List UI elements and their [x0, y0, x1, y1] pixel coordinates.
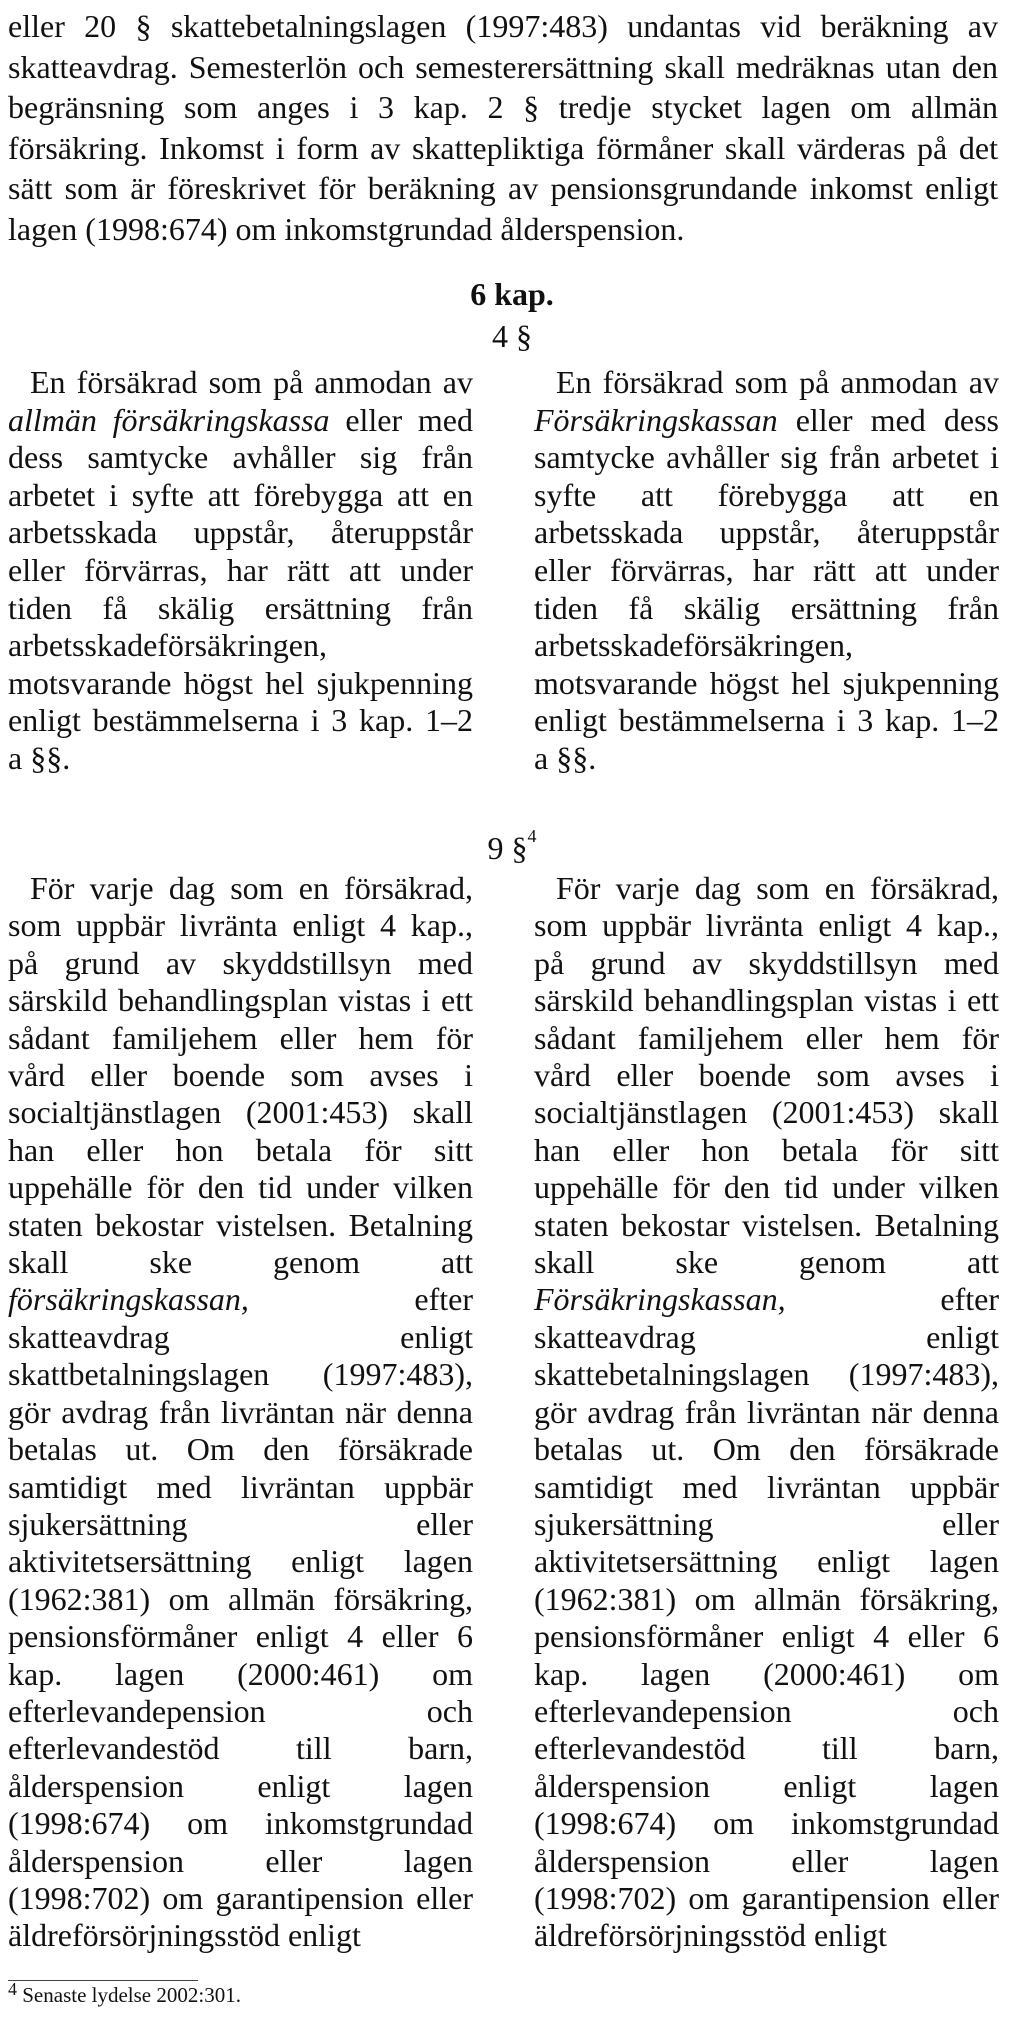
- section-9-current-text: [8, 870, 473, 1955]
- footnote-divider: [8, 1980, 198, 1981]
- section-4-current-paragraph: En försäkrad som på anmodan av allmän försäkringskassa eller med dess samtycke avhåller sig från arbetet i syfte att förebygga att en arbetsskada uppstår, återuppstår eller förvärras, har rätt att under tiden få skälig ersättning från arbetsskadeförsäkringen, motsvarande högst hel sjukpenning enligt bestämmelserna i 3 kap. 1–2 a §§.: [8, 364, 474, 776]
- section-4-proposed-text: [534, 364, 999, 778]
- footnote: [8, 1979, 241, 2008]
- section-9-proposed-italic: Försäkringskassan,: [534, 1281, 786, 1318]
- footnote-text: Senaste lydelse 2002:301.: [22, 1983, 241, 2007]
- section-9-current-italic: försäkringskassan,: [8, 1281, 249, 1318]
- section-9-heading: 9 §$^4$: [487, 826, 537, 866]
- section-9-proposed-text: [534, 870, 999, 1955]
- section-4-proposed-paragraph: En försäkrad som på anmodan av Försäkringskassan eller med dess samtycke avhåller sig från arbetet i syfte att förebygga att en arbetsskada uppstår, återuppstår eller förvärras, har rätt att under tiden få skälig ersättning från arbetsskadeförsäkringen, motsvarande högst hel sjukpenning enligt bestämmelserna i 3 kap. 1–2 a §§.: [534, 364, 999, 776]
- section-4-current-italic: allmän försäkringskassa: [8, 401, 330, 438]
- section-9-proposed-paragraph: För varje dag som en försäkrad, som uppbär livränta enligt 4 kap., på grund av skyddstillsyn med särskild behandlingsplan vistas i ett sådant familjehem eller hem för vård eller boende som avses i socialtjänstlagen (2001:453) skall han eller hon betala för sitt uppehälle för den tid under vilken staten bekostar vistelsen. Betalning skall ske genom att Försäkringskassan, efter skatteavdrag enligt skattebetalningslagen (1997:483), gör avdrag från livräntan när denna betalas ut. Om den försäkrade samtidigt med livräntan uppbär sjukersättning eller aktivitetsersättning enligt lagen (1962:381) om allmän försäkring, pensionsförmåner enligt 4 eller 6 kap. lagen (2000:461) om efterlevandepension och efterlevandestöd till barn, ålderspension enligt lagen (1998:674) om inkomstgrundad ålderspension eller lagen (1998:702) om garantipension eller äldreförsörjningsstöd enligt: [534, 870, 999, 1954]
- section-4-proposed-italic: Försäkringskassan: [534, 401, 778, 438]
- intro-paragraph: eller 20 § skattebetalningslagen (1997:483) undantas vid beräkning av skatteavdrag. Semesterlön och semesterersättning skall medräknas utan den begränsning som anges i 3 kap. 2 § tredje stycket lagen om allmän försäkring. Inkomst i form av skattepliktiga förmåner skall värderas på det sätt som är föreskrivet för beräkning av pensionsgrundande inkomst enligt lagen (1998:674) om inkomstgrundad ålderspension.: [8, 8, 998, 247]
- section-9-current-paragraph: För varje dag som en försäkrad, som uppbär livränta enligt 4 kap., på grund av skyddstillsyn med särskild behandlingsplan vistas i ett sådant familjehem eller hem för vård eller boende som avses i socialtjänstlagen (2001:453) skall han eller hon betala för sitt uppehälle för den tid under vilken staten bekostar vistelsen. Betalning skall ske genom att försäkringskassan, efter skatteavdrag enligt skattbetalningslagen (1997:483), gör avdrag från livräntan när denna betalas ut. Om den försäkrade samtidigt med livräntan uppbär sjukersättning eller aktivitetsersättning enligt lagen (1962:381) om allmän försäkring, pensionsförmåner enligt 4 eller 6 kap. lagen (2000:461) om efterlevandepension och efterlevandestöd till barn, ålderspension enligt lagen (1998:674) om inkomstgrundad ålderspension eller lagen (1998:702) om garantipension eller äldreförsörjningsstöd enligt: [8, 870, 473, 1954]
- footnote-marker: 4: [8, 1979, 17, 1999]
- chapter-heading: 6 kap.: [470, 276, 554, 312]
- section-4-current-text: [8, 364, 473, 778]
- footnote-reference: 4: [527, 826, 537, 846]
- section-4-heading: 4 §: [492, 318, 532, 354]
